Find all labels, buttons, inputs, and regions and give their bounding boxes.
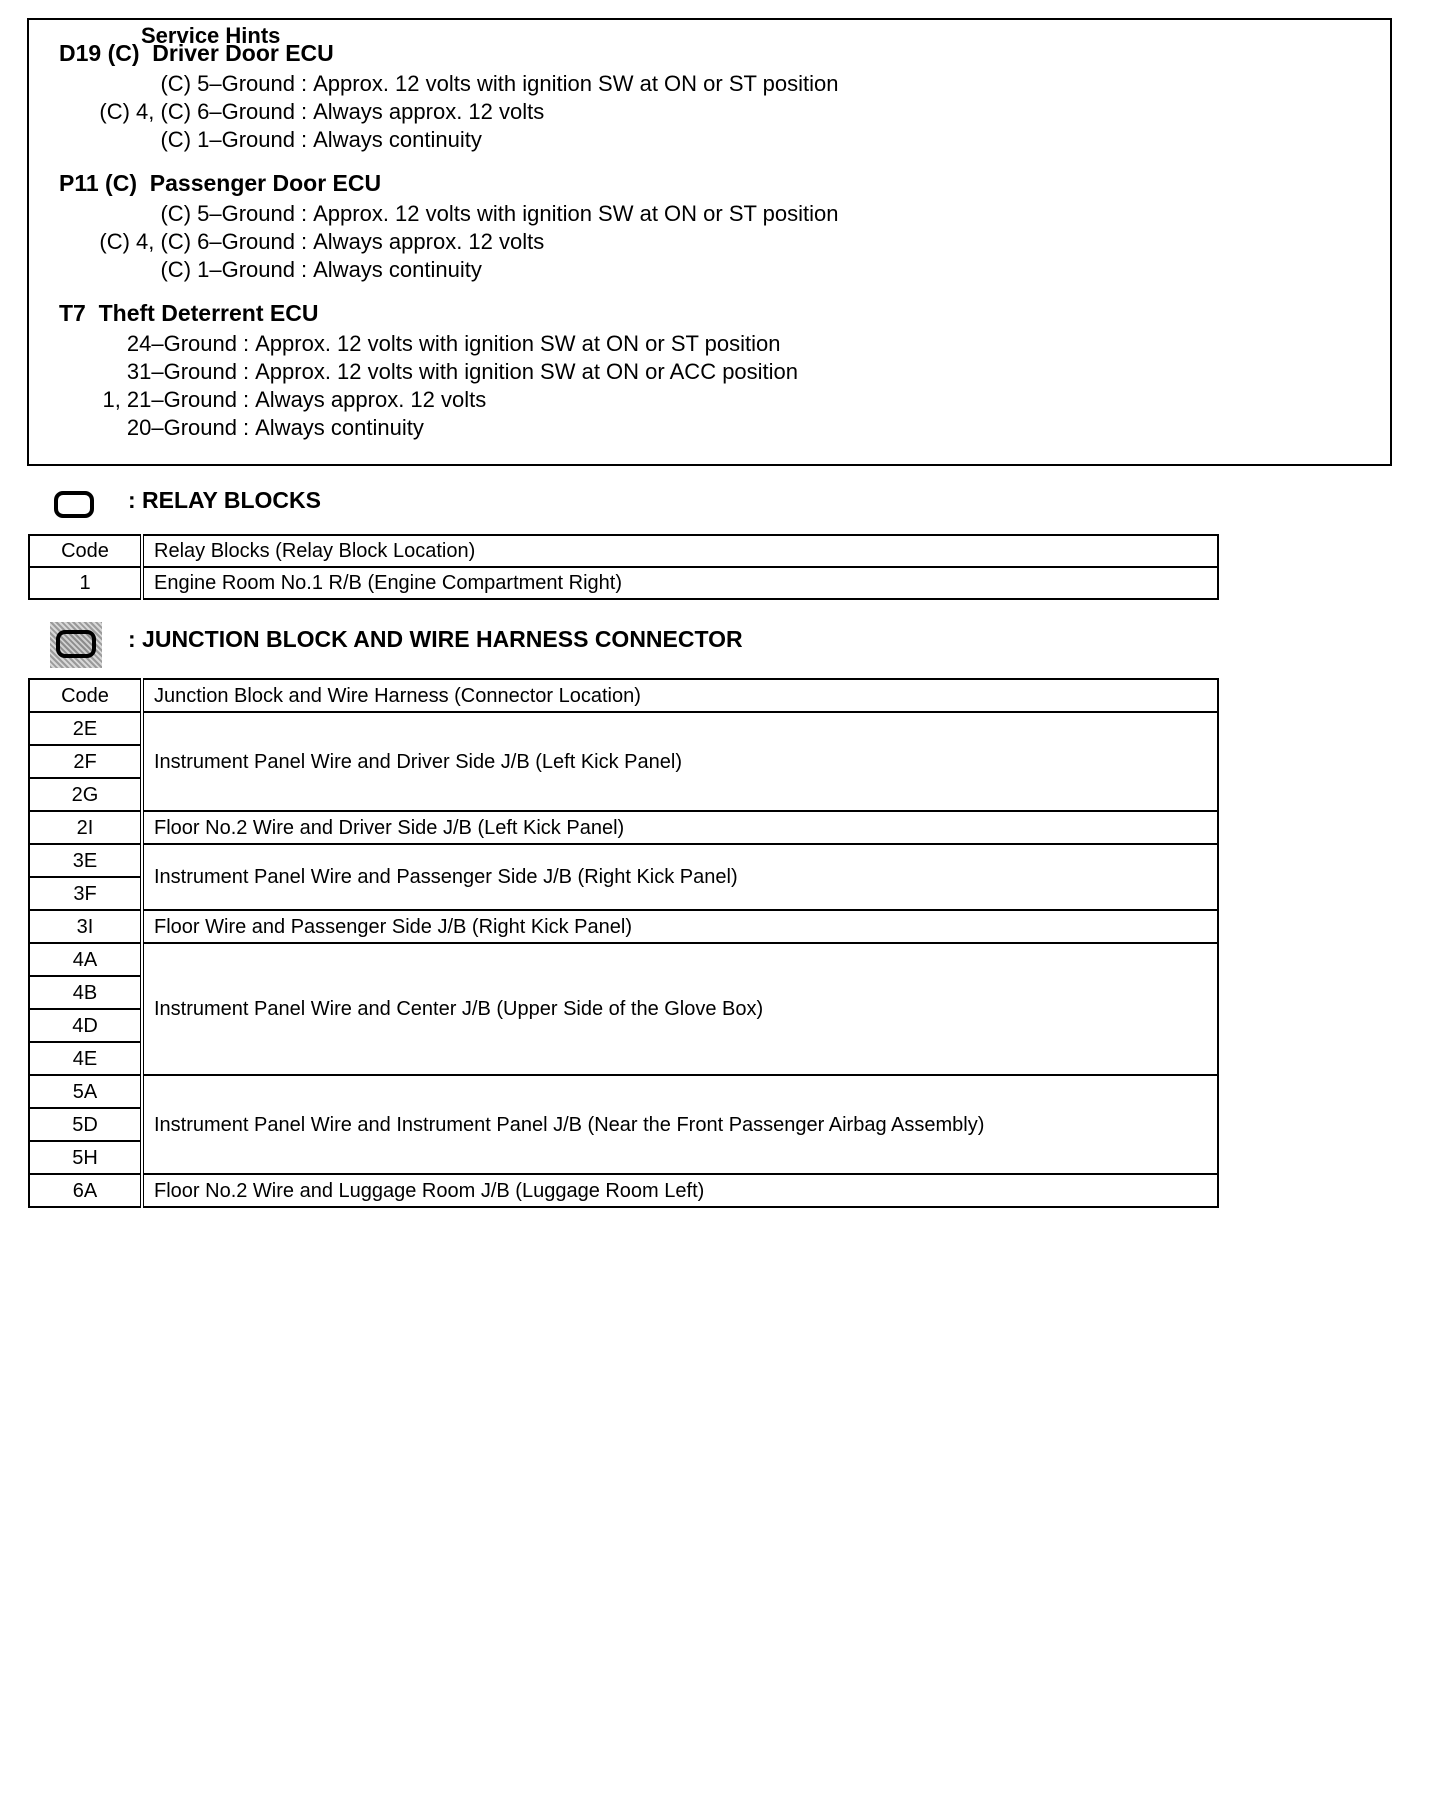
code-cell: 2E [29, 712, 142, 745]
separator: : [301, 201, 308, 226]
junction-block-heading: : JUNCTION BLOCK AND WIRE HARNESS CONNECTOR [128, 626, 743, 652]
hint-line [29, 98, 544, 126]
desc-cell: Instrument Panel Wire and Center J/B (Upper Side of the Glove Box) [142, 943, 1218, 1075]
service-hints-title: Service Hints [141, 23, 281, 48]
component-code: P11 (C) [59, 170, 137, 196]
table-row [29, 943, 1218, 976]
separator: : [301, 257, 308, 282]
code-cell: 4D [29, 1009, 142, 1042]
hint-text: Always continuity [313, 257, 482, 282]
pin-label: 31–Ground [126, 359, 237, 384]
code-cell: 3E [29, 844, 142, 877]
hint-line [29, 70, 839, 98]
separator: : [301, 99, 308, 124]
junction-block-table [28, 678, 1219, 1208]
code-cell: 4E [29, 1042, 142, 1075]
hint-text: Always approx. 12 volts [255, 387, 487, 412]
separator: : [243, 331, 250, 356]
desc-cell: Instrument Panel Wire and Instrument Panel J/B (Near the Front Passenger Airbag Assembly) [142, 1075, 1218, 1174]
table-row [29, 844, 1218, 877]
table-row [29, 1174, 1218, 1207]
desc-cell: Floor No.2 Wire and Driver Side J/B (Left Kick Panel) [142, 811, 1218, 844]
desc-cell: Instrument Panel Wire and Passenger Side J/B (Right Kick Panel) [142, 844, 1218, 910]
hint-text: Always continuity [255, 415, 424, 440]
code-cell: 5A [29, 1075, 142, 1108]
hint-text: Always approx. 12 volts [313, 229, 545, 254]
hint-text: Approx. 12 volts with ignition SW at ON or ST position [313, 71, 839, 96]
component-heading-t7 [59, 299, 318, 327]
hint-line [29, 126, 482, 154]
junction-block-icon-background [50, 622, 102, 668]
relay-blocks-table [28, 534, 1219, 600]
code-cell: 4A [29, 943, 142, 976]
table-row [29, 712, 1218, 745]
component-name: Passenger Door ECU [149, 170, 382, 196]
table-row [29, 910, 1218, 943]
hint-line [29, 200, 839, 228]
code-cell: 5D [29, 1108, 142, 1141]
pin-label: 20–Ground [126, 415, 237, 440]
junction-block-icon [56, 630, 96, 658]
code-cell: 5H [29, 1141, 142, 1174]
pin-label: 24–Ground [126, 331, 237, 356]
code-cell: 2F [29, 745, 142, 778]
separator: : [301, 71, 308, 96]
component-heading-d19 [59, 39, 334, 67]
hint-text: Approx. 12 volts with ignition SW at ON or ACC position [255, 359, 799, 384]
pin-label: (C) 1–Ground [160, 257, 295, 282]
pin-label: (C) 1–Ground [160, 127, 295, 152]
component-code: D19 (C) [59, 40, 140, 66]
pin-label: (C) 5–Ground [160, 71, 295, 96]
pin-label: (C) 4, (C) 6–Ground [99, 229, 295, 254]
code-cell: 2G [29, 778, 142, 811]
code-cell: 1 [29, 567, 142, 599]
hint-text: Approx. 12 volts with ignition SW at ON or ST position [255, 331, 781, 356]
table-header-row [29, 535, 1218, 567]
separator: : [301, 229, 308, 254]
code-cell: 3F [29, 877, 142, 910]
column-header-desc: Relay Blocks (Relay Block Location) [142, 535, 1218, 567]
desc-cell: Instrument Panel Wire and Driver Side J/B (Left Kick Panel) [142, 712, 1218, 811]
code-cell: 2I [29, 811, 142, 844]
desc-cell: Engine Room No.1 R/B (Engine Compartment Right) [142, 567, 1218, 599]
separator: : [301, 127, 308, 152]
hint-line [29, 358, 798, 386]
hint-line [29, 228, 544, 256]
hint-line [29, 414, 424, 442]
separator: : [243, 387, 250, 412]
relay-blocks-heading: : RELAY BLOCKS [128, 487, 321, 513]
component-name: Theft Deterrent ECU [98, 300, 319, 326]
separator: : [243, 359, 250, 384]
code-cell: 4B [29, 976, 142, 1009]
column-header-code: Code [29, 679, 142, 712]
hint-line [29, 256, 482, 284]
component-code: T7 [59, 300, 86, 326]
component-heading-p11 [59, 169, 381, 197]
column-header-code: Code [29, 535, 142, 567]
hint-text: Always approx. 12 volts [313, 99, 545, 124]
component-name: Driver Door ECU [152, 40, 334, 66]
table-header-row [29, 679, 1218, 712]
hint-line [29, 330, 781, 358]
desc-cell: Floor Wire and Passenger Side J/B (Right Kick Panel) [142, 910, 1218, 943]
table-row [29, 567, 1218, 599]
hint-text: Approx. 12 volts with ignition SW at ON or ST position [313, 201, 839, 226]
relay-block-icon [54, 491, 94, 518]
pin-label: (C) 4, (C) 6–Ground [99, 99, 295, 124]
column-header-desc: Junction Block and Wire Harness (Connector Location) [142, 679, 1218, 712]
separator: : [243, 415, 250, 440]
code-cell: 6A [29, 1174, 142, 1207]
table-row [29, 1075, 1218, 1108]
hint-text: Always continuity [313, 127, 482, 152]
pin-label: 1, 21–Ground [102, 387, 237, 412]
hint-line [29, 386, 486, 414]
table-row [29, 811, 1218, 844]
pin-label: (C) 5–Ground [160, 201, 295, 226]
service-hints-box [27, 18, 1392, 466]
desc-cell: Floor No.2 Wire and Luggage Room J/B (Luggage Room Left) [142, 1174, 1218, 1207]
code-cell: 3I [29, 910, 142, 943]
